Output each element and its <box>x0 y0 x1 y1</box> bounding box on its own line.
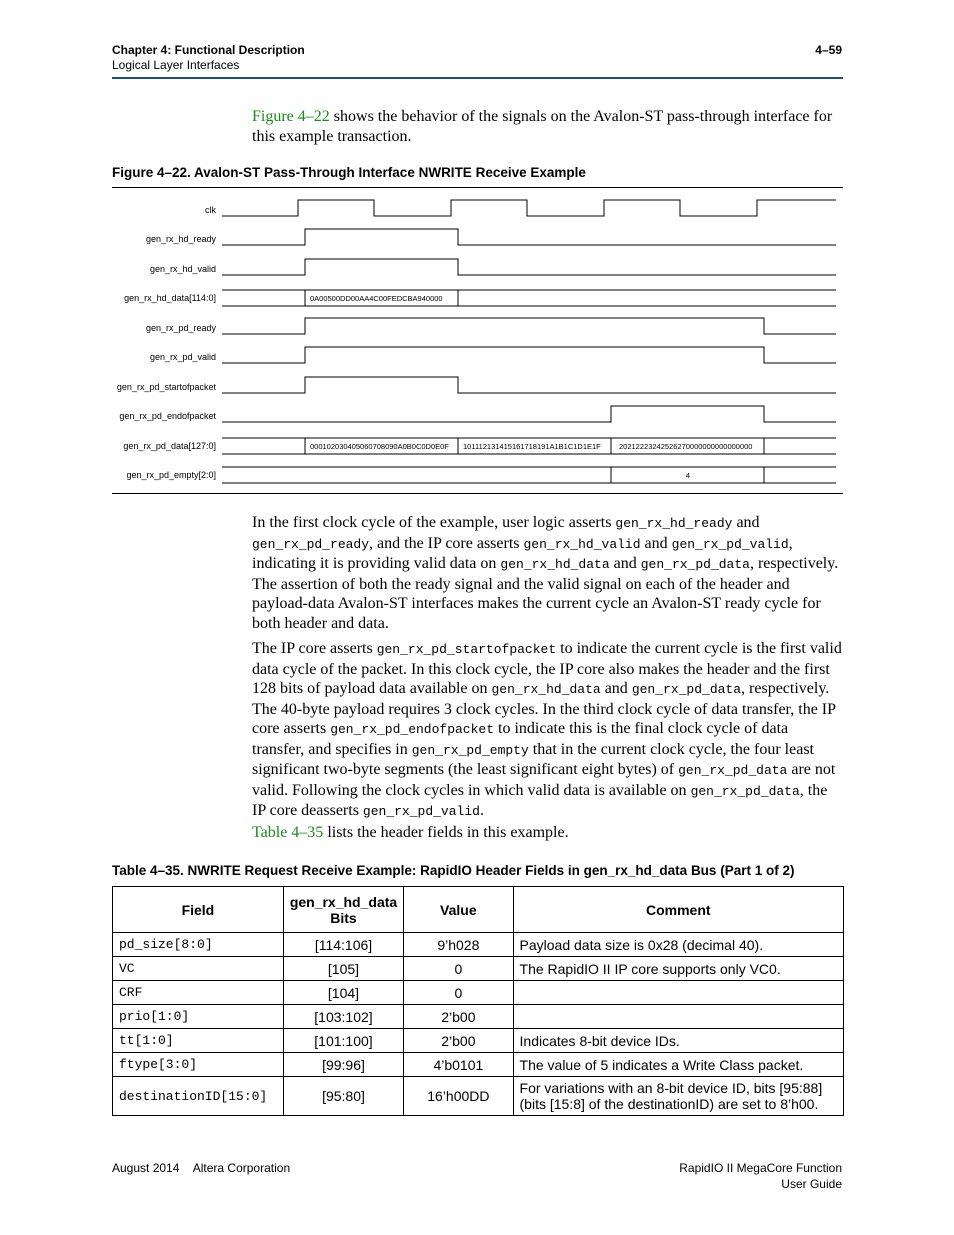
page-header <box>112 43 305 73</box>
value-cell: 2’b00 <box>404 1029 513 1053</box>
endofpacket-waveform <box>222 406 836 422</box>
figure-top-rule <box>112 187 843 188</box>
signal-label: gen_rx_pd_ready <box>145 323 216 333</box>
table-row <box>113 957 844 981</box>
comment-cell <box>513 981 843 1005</box>
table-row <box>113 933 844 957</box>
table-row <box>113 1005 844 1029</box>
footer-left <box>112 1160 290 1176</box>
comment-cell: For variations with an 8-bit device ID, bits [95:88] (bits [15:8] of the destinationID) are set to 8’h00. <box>513 1077 843 1116</box>
comment-cell: The RapidIO II IP core supports only VC0. <box>513 957 843 981</box>
footer-date: August 2014 <box>112 1161 180 1175</box>
bits-cell: [104] <box>283 981 403 1005</box>
column-header: Value <box>404 887 513 933</box>
signal-name: gen_rx_hd_data <box>491 682 601 697</box>
column-header: Comment <box>513 887 843 933</box>
signal-label: gen_rx_pd_endofpacket <box>119 411 216 421</box>
page-number: 4–59 <box>815 43 842 57</box>
signal-label: gen_rx_pd_startofpacket <box>116 382 216 392</box>
figure-link[interactable]: Figure 4–22 <box>252 108 330 125</box>
bits-cell: [105] <box>283 957 403 981</box>
signal-name: gen_rx_pd_ready <box>252 536 370 552</box>
signal-name: gen_rx_pd_data <box>690 783 800 799</box>
table-row <box>113 1077 844 1116</box>
hd-valid-waveform <box>222 259 836 275</box>
comment-cell: The value of 5 indicates a Write Class packet. <box>513 1053 843 1077</box>
footer-product: RapidIO II MegaCore Function <box>679 1161 842 1175</box>
signal-name: gen_rx_pd_startofpacket <box>376 642 557 657</box>
pd-valid-waveform <box>222 347 836 363</box>
header-fields-table <box>112 886 844 1116</box>
value-cell: 4’b0101 <box>404 1053 513 1077</box>
signal-name: gen_rx_pd_valid <box>671 536 789 552</box>
figure-bottom-rule <box>112 493 843 494</box>
table-caption: Table 4–35. NWRITE Request Receive Example: RapidIO Header Fields in gen_rx_hd_data Bus (Part 1 of 2) <box>112 863 795 878</box>
table-row <box>113 981 844 1005</box>
bus-value: 0A00500DD00AA4C00FEDCBA940000 <box>310 294 443 303</box>
figure-caption: Figure 4–22. Avalon-ST Pass-Through Interface NWRITE Receive Example <box>112 165 586 180</box>
signal-name: gen_rx_pd_valid <box>362 804 480 819</box>
bus-value: 101112131415161718191A1B1C1D1E1F <box>463 442 601 451</box>
paragraph-3: Table 4–35 lists the header fields in this example. <box>252 824 569 841</box>
bus-value: 4 <box>685 471 691 480</box>
comment-cell: Payload data size is 0x28 (decimal 40). <box>513 933 843 957</box>
chapter-title: Chapter 4: Functional Description <box>112 43 305 57</box>
bits-cell: [95:80] <box>283 1077 403 1116</box>
table-row <box>113 1029 844 1053</box>
footer-doc: User Guide <box>781 1177 842 1191</box>
value-cell: 9’h028 <box>404 933 513 957</box>
value-cell: 0 <box>404 981 513 1005</box>
bits-cell: [101:100] <box>283 1029 403 1053</box>
signal-label: gen_rx_pd_empty[2:0] <box>126 470 216 480</box>
signal-name: gen_rx_hd_valid <box>523 536 641 552</box>
table-header-row <box>113 887 844 933</box>
signal-name: gen_rx_hd_ready <box>615 516 733 531</box>
column-header: Field <box>113 887 284 933</box>
pd-ready-waveform <box>222 318 836 334</box>
signal-name: gen_rx_pd_empty <box>411 742 529 758</box>
signal-label: gen_rx_pd_data[127:0] <box>123 441 216 451</box>
field-cell: destinationID[15:0] <box>113 1077 284 1116</box>
field-cell: prio[1:0] <box>113 1005 284 1029</box>
signal-name: gen_rx_pd_data <box>678 763 788 778</box>
timing-diagram <box>112 190 844 490</box>
table-row <box>113 1053 844 1077</box>
field-cell: VC <box>113 957 284 981</box>
signal-label: gen_rx_hd_data[114:0] <box>124 293 216 303</box>
bus-value: 000102030405060708090A0B0C0D0E0F <box>310 442 449 451</box>
clk-waveform <box>222 200 836 216</box>
signal-name: gen_rx_hd_data <box>500 557 610 572</box>
table-link[interactable]: Table 4–35 <box>252 824 324 841</box>
paragraph-1: In the first clock cycle of the example, user logic asserts gen_rx_hd_ready and gen_rx_pd_ready, and the IP core asserts gen_rx_hd_valid and gen_rx_pd_valid, indicating it is providing valid data on gen_rx_hd_data and gen_rx_pd_data, respectively. The assertion of both the ready signal and the valid signal on each of the header and payload-data Avalon-ST interfaces makes the current cycle an Avalon-ST ready cycle for both header and data. <box>252 514 839 632</box>
bits-cell: [103:102] <box>283 1005 403 1029</box>
intro-text: shows the behavior of the signals on the Avalon-ST pass-through interface for this example transaction. <box>252 108 833 145</box>
signal-label: clk <box>205 205 216 215</box>
field-cell: pd_size[8:0] <box>113 933 284 957</box>
signal-label: gen_rx_pd_valid <box>149 352 216 362</box>
bits-cell: [114:106] <box>283 933 403 957</box>
startofpacket-waveform <box>222 377 836 393</box>
footer-right <box>679 1160 842 1192</box>
field-cell: ftype[3:0] <box>113 1053 284 1077</box>
signal-label: gen_rx_hd_ready <box>145 234 216 244</box>
bus-value: 20212223242526270000000000000000 <box>619 442 753 451</box>
comment-cell <box>513 1005 843 1029</box>
paragraph-2: The IP core asserts gen_rx_pd_startofpacket to indicate the current cycle is the first valid data cycle of the packet. In this clock cycle, the IP core also makes the header and the first 128 bits of payload data available on gen_rx_hd_data and gen_rx_pd_data, respectively. The 40-byte payload requires 3 clock cycles. In the third clock cycle of data transfer, the IP core asserts gen_rx_pd_endofpacket to indicate this is the final clock cycle of data transfer, and specifies in gen_rx_pd_empty that in the current clock cycle, the four least significant two-byte segments (the least significant eight bytes) of gen_rx_pd_data are not valid. Following the clock cycles in which valid data is available on gen_rx_pd_data, the IP core deasserts gen_rx_pd_valid. <box>252 640 842 819</box>
signal-name: gen_rx_pd_data <box>631 682 742 697</box>
header-rule <box>112 77 843 79</box>
value-cell: 16’h00DD <box>404 1077 513 1116</box>
column-header: gen_rx_hd_data Bits <box>283 887 403 933</box>
field-cell: CRF <box>113 981 284 1005</box>
footer-company: Altera Corporation <box>192 1161 291 1175</box>
field-cell: tt[1:0] <box>113 1029 284 1053</box>
bits-cell: [99:96] <box>283 1053 403 1077</box>
signal-label: gen_rx_hd_valid <box>149 264 216 274</box>
signal-name: gen_rx_pd_data <box>640 557 750 572</box>
value-cell: 0 <box>404 957 513 981</box>
signal-name: gen_rx_pd_endofpacket <box>330 722 495 737</box>
section-title: Logical Layer Interfaces <box>112 58 240 72</box>
comment-cell: Indicates 8-bit device IDs. <box>513 1029 843 1053</box>
hd-ready-waveform <box>222 229 836 245</box>
intro-paragraph <box>252 107 842 146</box>
value-cell: 2’b00 <box>404 1005 513 1029</box>
